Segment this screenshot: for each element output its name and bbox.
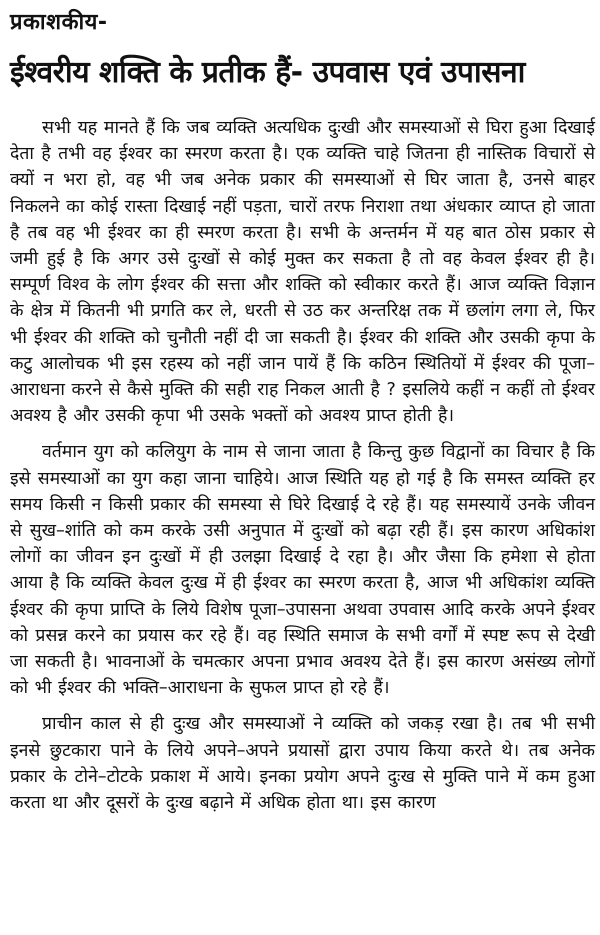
paragraph-3: प्राचीन काल से ही दुःख और समस्याओं ने व्यक्ति को जकड़ रखा है। तब भी सभी इनसे छुटकारा पाने के लिये अपने–अपने प्रयासों द्वारा उपाय किया करते थे। तब अनेक प्रकार के टोने–टोटके प्रकाश में आये। इनका प्रयोग अपने दुःख से मुक्ति पाने में कम हुआ करता था और दूसरों के दुःख बढ़ाने में अधिक होता था। इस कारण (10, 714, 595, 814)
section-label: प्रकाशकीय- (10, 10, 108, 35)
body-text (10, 115, 595, 826)
page-title: ईश्वरीय शक्ति के प्रतीक हैं- उपवास एवं उपासना (10, 55, 525, 90)
paragraph-2: वर्तमान युग को कलियुग के नाम से जाना जाता है किन्तु कुछ विद्वानों का विचार है कि इसे समस्याओं का युग कहा जाना चाहिये। आज स्थिति यह हो गई है कि समस्त व्यक्ति हर समय किसी न किसी प्रकार की समस्या से घिरे दिखाई दे रहे हैं। यह समस्यायें उनके जीवन से सुख–शांति को कम करके उसी अनुपात में दुःखों को बढ़ा रही हैं। इस कारण अधिकांश लोगों का जीवन इन दुःखों में ही उलझा दिखाई दे रहा है। और जैसा कि हमेशा से होता आया है कि व्यक्ति केवल दुःख में ही ईश्वर का स्मरण करता है, आज भी अधिकांश व्यक्ति ईश्वर की कृपा प्राप्ति के लिये विशेष पूजा–उपासना अथवा उपवास आदि करके अपने ईश्वर को प्रसन्न करने का प्रयास कर रहे हैं। वह स्थिति समाज के सभी वर्गों में स्पष्ट रूप से देखी जा सकती है। भावनाओं के चमत्कार अपना प्रभाव अवश्य देते हैं। इस कारण असंख्य लोगों को भी ईश्वर की भक्ति–आराधना के सुफल प्राप्त हो रहे हैं। (10, 442, 595, 699)
paragraph-1: सभी यह मानते हैं कि जब व्यक्ति अत्यधिक दुःखी और समस्याओं से घिरा हुआ दिखाई देता है तभी वह ईश्वर का स्मरण करता है। एक व्यक्ति चाहे जितना ही नास्तिक विचारों से क्यों न भरा हो, वह भी जब अनेक प्रकार की समस्याओं से घिर जाता है, उनसे बाहर निकलने का कोई रास्ता दिखाई नहीं पड़ता, चारों तरफ निराशा तथा अंधकार व्याप्त हो जाता है तब वह भी ईश्वर का ही स्मरण करता है। सभी के अन्तर्मन में यह बात ठोस प्रकार से जमी हुई है कि अगर उसे दुःखों से कोई मुक्त कर सकता है तो वह केवल ईश्वर ही है। सम्पूर्ण विश्व के लोग ईश्वर की सत्ता और शक्ति को स्वीकार करते हैं। आज व्यक्ति विज्ञान के क्षेत्र में कितनी भी प्रगति कर ले, धरती से उठ कर अन्तरिक्ष तक में छलांग लगा ले, फिर भी ईश्वर की शक्ति को चुनौती नहीं दी जा सकती है। ईश्वर की शक्ति और उसकी कृपा के कटु आलोचक भी इस रहस्य को नहीं जान पायें हैं कि कठिन स्थितियों में ईश्वर की पूजा–आराधना करने से कैसे मुक्ति की सही राह निकल आती है ? इसलिये कहीं न कहीं तो ईश्वर अवश्य है और उसकी कृपा भी उसके भक्तों को अवश्य प्राप्त होती है। (10, 118, 595, 427)
